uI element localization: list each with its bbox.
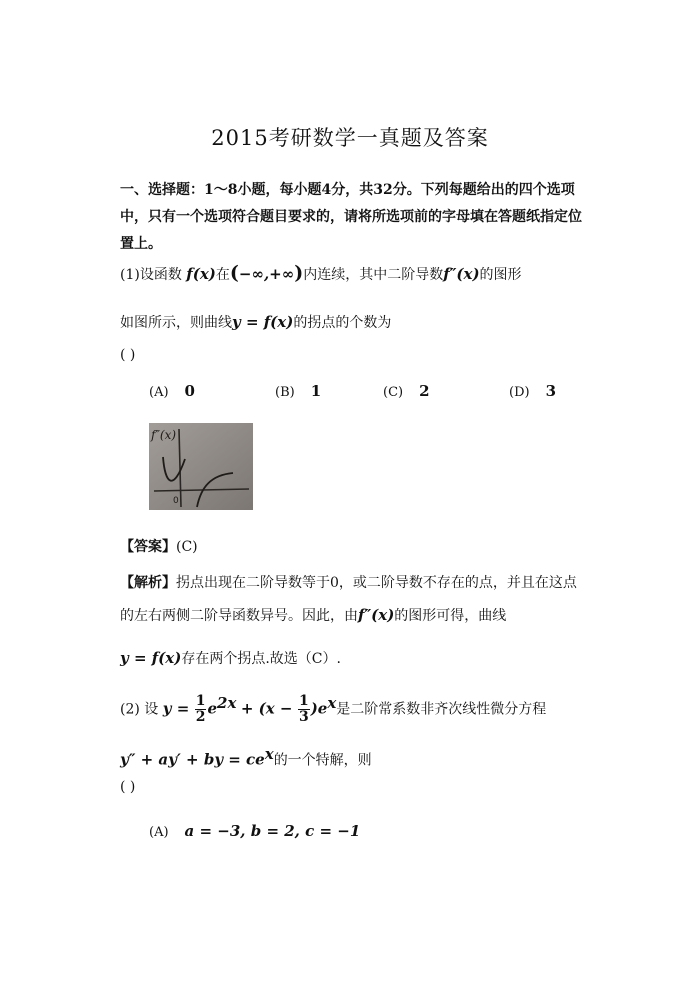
analysis1-line3 xyxy=(120,648,341,668)
analysis1-line1 xyxy=(120,572,577,592)
q1-text-continuous: 内连续，其中二阶导数 xyxy=(303,267,444,283)
q1-option-d xyxy=(509,382,556,400)
q1-number: (1) xyxy=(120,267,140,283)
q1-curve: y = f(x) xyxy=(232,313,294,331)
q2-y-eq: y = xyxy=(162,699,190,718)
answer-value: (C) xyxy=(176,539,198,555)
analysis-text-3: 存在两个拐点.故选（C）. xyxy=(181,651,341,667)
q1-text-in: 在 xyxy=(215,267,230,283)
graph-origin: 0 xyxy=(173,496,179,506)
q1-text: 设函数 xyxy=(139,267,182,283)
q2-fraction-third xyxy=(298,694,310,725)
analysis-label: 【解析】 xyxy=(120,575,176,591)
q2-fraction-half xyxy=(195,694,207,725)
answer-label: 【答案】 xyxy=(120,539,176,555)
q2-number: (2) xyxy=(120,701,140,718)
frac-num: 1 xyxy=(298,693,309,710)
q1-interval-close: ) xyxy=(294,262,304,284)
page-title: 2015考研数学一真题及答案 xyxy=(211,126,489,150)
q2-text-let: 设 xyxy=(144,701,159,718)
section-header: 一、选择题：1～8小题，每小题4分，共32分。下列每题给出的四个选项中，只有一个选项符合题目要求的，请将所选项前的字母填在答题纸指定位置上。 xyxy=(120,182,582,252)
q2-e: e xyxy=(207,699,218,718)
frac-den: 2 xyxy=(195,709,206,726)
option-label: (D) xyxy=(509,385,530,400)
q2-ex-sup: x xyxy=(327,694,337,712)
answer1 xyxy=(120,536,198,556)
option-label: (C) xyxy=(383,385,404,400)
option-value: 0 xyxy=(184,382,195,400)
analysis-fpp: f″(x) xyxy=(358,606,395,624)
q2-equation: y″ + ay′ + by = ce xyxy=(120,750,265,769)
q2-equation-sup: x xyxy=(264,745,274,763)
frac-num: 1 xyxy=(195,693,206,710)
option-label: (A) xyxy=(149,385,169,400)
q2-line2 xyxy=(120,745,372,770)
graph-label: f″(x) xyxy=(151,428,177,442)
analysis-text-2a: 的左右两侧二阶导函数异号。因此，由 xyxy=(120,608,358,624)
option-value: 1 xyxy=(310,382,322,400)
q1-paren: ( ) xyxy=(120,347,136,363)
q1-graph-image xyxy=(149,423,253,510)
q1-option-a xyxy=(149,382,195,400)
q2-e-sup: 2x xyxy=(217,694,237,712)
q1-interval-open: ( xyxy=(229,262,239,284)
q1-fx: f(x) xyxy=(186,265,216,283)
q1-line2-b: 的拐点的个数为 xyxy=(293,315,392,331)
q2-text-ode: 是二阶常系数非齐次线性微分方程 xyxy=(336,701,547,718)
analysis-text-1: 拐点出现在二阶导数等于0，或二阶导数不存在的点，并且在这点 xyxy=(176,575,577,591)
q1-line2-a: 如图所示，则曲线 xyxy=(120,315,232,331)
q2-plus: + (x − xyxy=(240,699,293,718)
q2-option-a xyxy=(149,822,360,840)
option-label: (B) xyxy=(275,385,295,400)
frac-den: 3 xyxy=(298,709,309,726)
q2-paren: ( ) xyxy=(120,779,136,795)
q1-line2 xyxy=(120,312,391,332)
q2-text-particular: 的一个特解，则 xyxy=(273,752,372,769)
q1-option-b xyxy=(275,382,321,400)
q1-interval: −∞,+∞ xyxy=(238,265,295,283)
option-value: 3 xyxy=(545,382,557,400)
option-value: a = −3, b = 2, c = −1 xyxy=(184,822,361,840)
option-value: 2 xyxy=(419,382,430,400)
option-label: (A) xyxy=(149,825,169,840)
q2-ex: )e xyxy=(310,699,328,718)
q1-line1 xyxy=(120,262,522,284)
q1-text-graph: 的图形 xyxy=(479,267,522,283)
q1-option-c xyxy=(383,382,430,400)
q1-fpp: f″(x) xyxy=(443,265,480,283)
analysis1-line2 xyxy=(120,605,506,625)
analysis-curve: y = f(x) xyxy=(120,649,182,667)
q2-line1 xyxy=(120,694,546,725)
analysis-text-2b: 的图形可得，曲线 xyxy=(394,608,507,624)
